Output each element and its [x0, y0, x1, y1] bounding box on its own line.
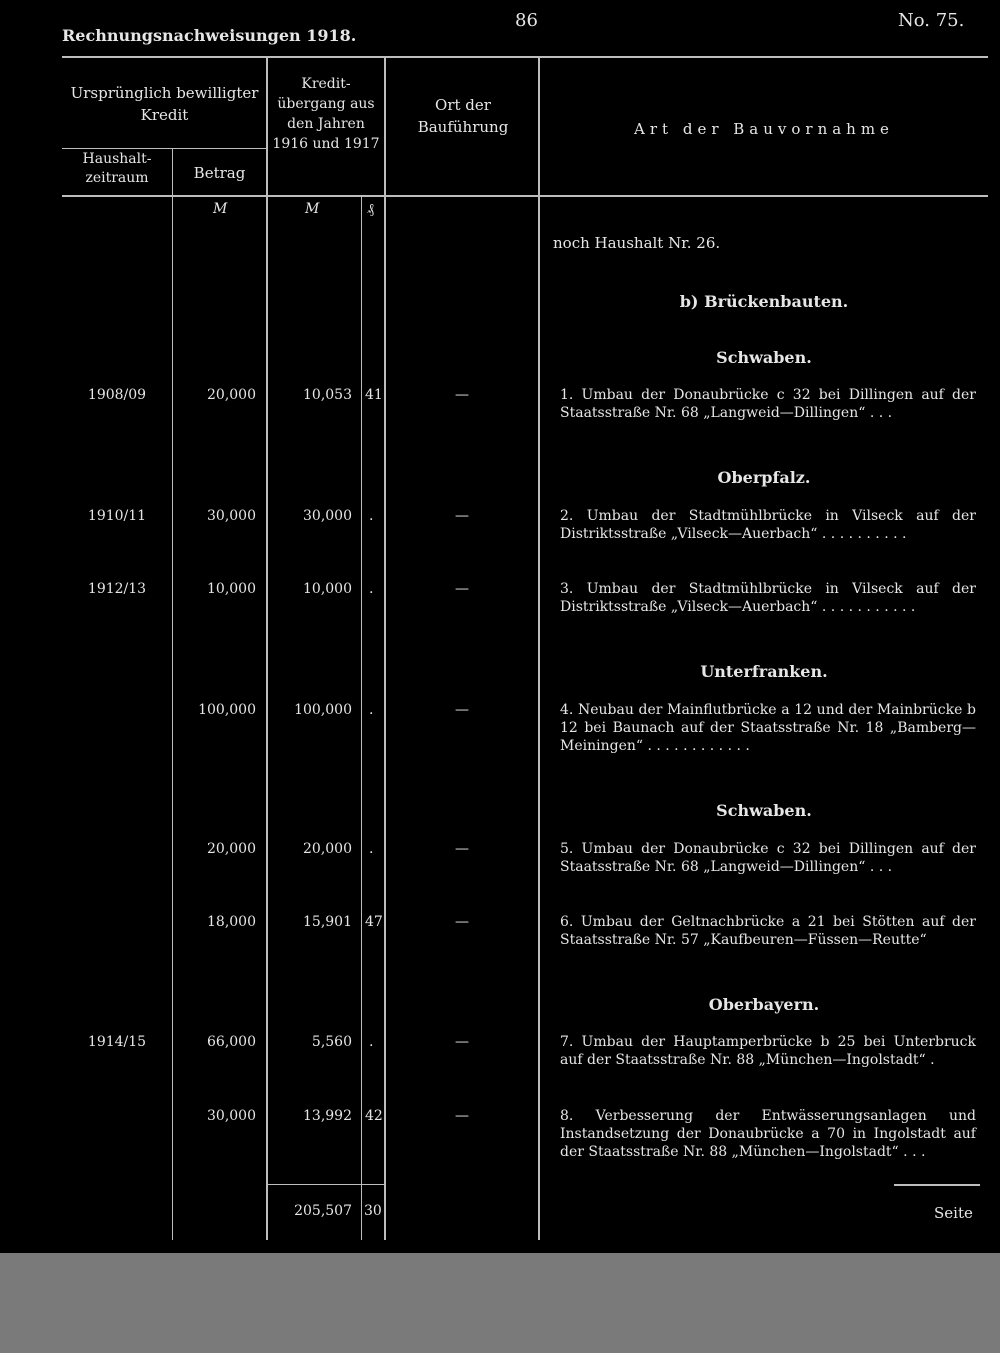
row-zeitraum: 1912/13 [87, 581, 147, 597]
region-heading: Oberbayern. [708, 995, 820, 1014]
row-mark: 5,560 [311, 1034, 352, 1050]
row-betrag: 20,000 [207, 387, 256, 403]
row-description: 1. Umbau der Donaubrücke c 32 bei Dillingen auf der Staatsstraße Nr. 68 „Langweid—Dillingen“ . . . [560, 387, 976, 421]
row-pf: 42 [365, 1108, 383, 1124]
row-betrag: 18,000 [207, 914, 256, 930]
unit-pfennig: ₰ [367, 201, 374, 217]
header-ort: Ort der Bauführung [417, 96, 509, 136]
row-description: 3. Umbau der Stadtmühlbrücke in Vilseck auf der Distriktsstraße „Vilseck—Auerbach“ . . . . . . . . . . . [560, 581, 976, 615]
row-description: 8. Verbesserung der Entwässerungsanlagen und Instandsetzung der Donaubrücke a 70 in Ingolstadt auf der Staatsstraße Nr. 88 „München—Ingolstadt“ . . . [560, 1108, 976, 1160]
header-rule [62, 195, 988, 197]
row-mark: 10,000 [303, 581, 352, 597]
unit-mark-uebergang: M [305, 201, 320, 217]
row-zeitraum: 1914/15 [87, 1034, 147, 1050]
row-pf: . [369, 702, 374, 718]
desc-sum-rule [894, 1184, 980, 1186]
row-description: 5. Umbau der Donaubrücke c 32 bei Dillingen auf der Staatsstraße Nr. 68 „Langweid—Dillingen“ . . . [560, 841, 976, 875]
intro-line: noch Haushalt Nr. 26. [553, 234, 721, 252]
row-description: 4. Neubau der Mainflutbrücke a 12 und der Mainbrücke b 12 bei Baunach auf der Staatsstraße Nr. 18 „Bamberg—Meiningen“ . . . . . . . . . . . . [560, 702, 976, 754]
row-betrag: 20,000 [207, 841, 256, 857]
row-ort: — [455, 508, 469, 524]
col-sep-4 [538, 58, 540, 1240]
row-betrag: 10,000 [207, 581, 256, 597]
row-pf: . [369, 841, 374, 857]
row-ort: — [455, 1108, 469, 1124]
row-zeitraum: 1910/11 [87, 508, 147, 524]
row-ort: — [455, 1034, 469, 1050]
row-betrag: 66,000 [207, 1034, 256, 1050]
region-heading: Schwaben. [716, 801, 812, 820]
region-heading: Schwaben. [716, 348, 812, 367]
row-mark: 20,000 [303, 841, 352, 857]
top-rule [62, 56, 988, 58]
col-sep-3 [384, 58, 386, 1240]
row-mark: 10,053 [303, 387, 352, 403]
col-sep-pf [361, 197, 362, 1240]
document-number: No. 75. [898, 10, 965, 31]
row-pf: 41 [365, 387, 383, 403]
running-title: Rechnungsnachweisungen 1918. [62, 26, 357, 45]
row-betrag: 30,000 [207, 508, 256, 524]
row-ort: — [455, 702, 469, 718]
subheader-rule [62, 148, 267, 149]
page-number: 86 [515, 10, 538, 31]
row-ort: — [455, 914, 469, 930]
row-betrag: 30,000 [207, 1108, 256, 1124]
row-pf: 47 [365, 914, 383, 930]
row-mark: 15,901 [303, 914, 352, 930]
header-betrag: Betrag [193, 164, 246, 182]
row-pf: . [369, 1034, 374, 1050]
sum-rule [268, 1184, 384, 1185]
row-pf: . [369, 508, 374, 524]
header-kredit-group: Ursprünglich bewilligter Kredit [70, 84, 259, 124]
region-heading: Unterfranken. [700, 662, 828, 681]
row-ort: — [455, 841, 469, 857]
row-description: 7. Umbau der Hauptamperbrücke b 25 bei Unterbruck auf der Staatsstraße Nr. 88 „München—Ingolstadt“ . [560, 1034, 976, 1068]
row-description: 2. Umbau der Stadtmühlbrücke in Vilseck auf der Distriktsstraße „Vilseck—Auerbach“ . . . . . . . . . . [560, 508, 976, 542]
row-ort: — [455, 581, 469, 597]
header-uebergang: Kredit-übergang aus den Jahren 1916 und 1917 [272, 76, 380, 152]
section-heading: b) Brückenbauten. [679, 292, 849, 311]
total-pf: 30 [364, 1203, 382, 1219]
carry-over-label: Seite [934, 1204, 973, 1222]
region-heading: Oberpfalz. [717, 468, 811, 487]
row-mark: 13,992 [303, 1108, 352, 1124]
row-pf: . [369, 581, 374, 597]
header-haushalt: Haushalt-zeitraum [82, 151, 152, 186]
unit-mark-betrag: M [213, 201, 228, 217]
scan-margin [0, 1253, 1000, 1353]
row-mark: 30,000 [303, 508, 352, 524]
row-zeitraum: 1908/09 [87, 387, 147, 403]
row-mark: 100,000 [294, 702, 352, 718]
total-mark: 205,507 [294, 1203, 352, 1219]
col-sep-1 [172, 148, 173, 1240]
row-ort: — [455, 387, 469, 403]
row-betrag: 100,000 [198, 702, 256, 718]
header-art: Art der Bauvornahme [634, 120, 894, 138]
col-sep-2 [266, 58, 268, 1240]
row-description: 6. Umbau der Geltnachbrücke a 21 bei Stötten auf der Staatsstraße Nr. 57 „Kaufbeuren—Füssen—Reutte“ [560, 914, 976, 948]
